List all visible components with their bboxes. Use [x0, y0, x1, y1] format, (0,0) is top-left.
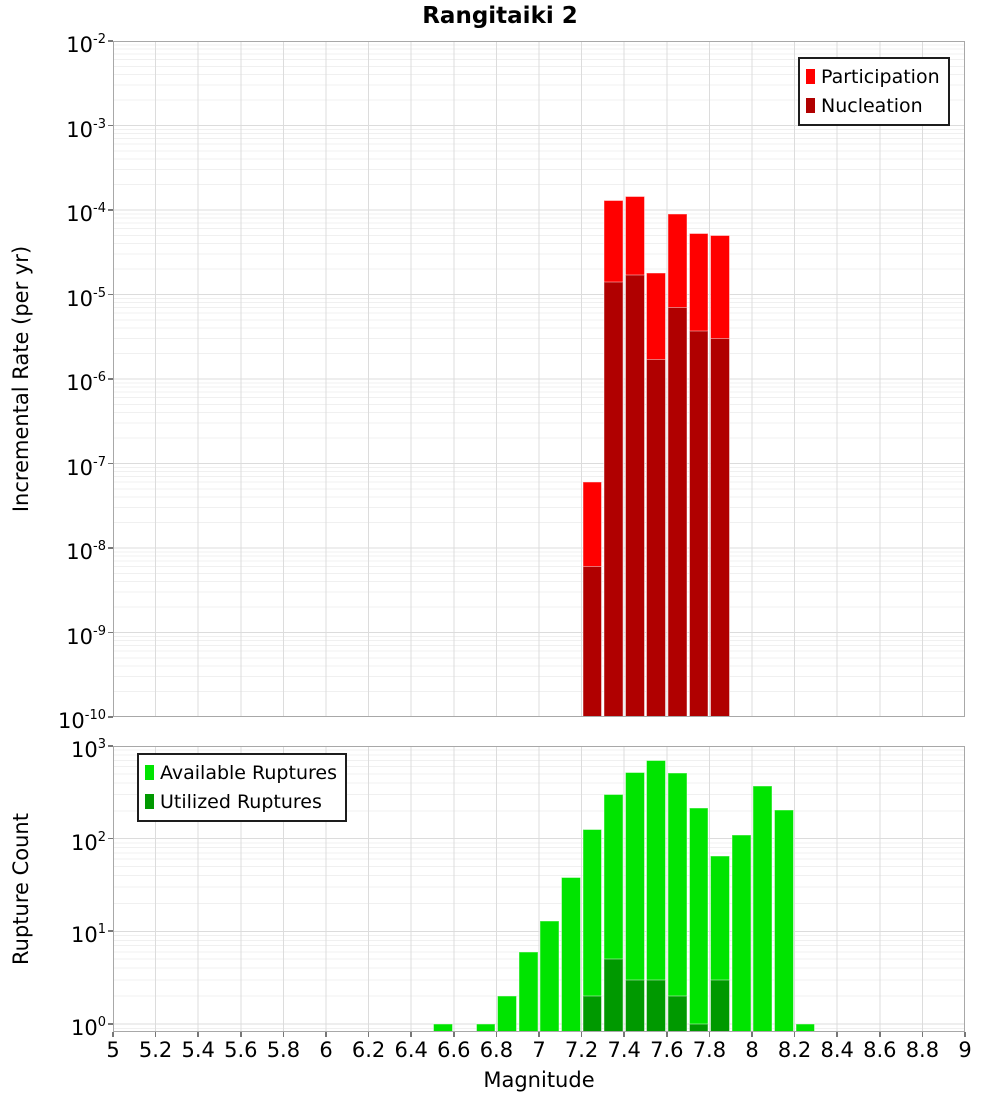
bottom-y-tick-label: $10^1$ [70, 922, 106, 948]
x-tick-label: 6.6 [437, 1038, 471, 1062]
utilized-ruptures-swatch [145, 794, 154, 809]
available-ruptures-bar [540, 921, 559, 1032]
x-tick-mark [283, 1032, 285, 1037]
utilized-ruptures-bar [711, 980, 730, 1032]
top-y-tick-label: $10^{-2}$ [66, 32, 106, 57]
top-y-tick-label: $10^{-5}$ [66, 285, 106, 311]
top-y-tick-mark [108, 125, 113, 127]
top-y-tick-mark [108, 378, 113, 380]
nucleation-bar [604, 282, 623, 717]
available-ruptures-bar [732, 835, 751, 1032]
x-tick-label: 6.4 [394, 1038, 428, 1062]
x-tick-mark [197, 1032, 199, 1037]
top-y-tick-mark [108, 463, 113, 465]
x-tick-mark [410, 1032, 412, 1037]
nucleation-bar [689, 331, 708, 717]
bottom-y-tick-mark [108, 1023, 113, 1025]
x-tick-mark [879, 1032, 881, 1037]
bottom-y-tick-mark [108, 930, 113, 932]
top-y-tick-mark [108, 294, 113, 296]
x-tick-label: 5.6 [224, 1038, 258, 1062]
x-tick-mark [666, 1032, 668, 1037]
top-legend [798, 57, 950, 126]
nucleation-bar [625, 275, 644, 717]
x-tick-label: 8.2 [777, 1038, 812, 1062]
top-y-tick-mark [108, 632, 113, 634]
x-tick-label: 7 [532, 1038, 546, 1062]
x-tick-mark [922, 1032, 924, 1037]
x-tick-mark [836, 1032, 838, 1037]
top-y-tick-label: $10^{-4}$ [66, 201, 106, 226]
x-tick-label: 6.2 [351, 1038, 386, 1062]
x-tick-label: 8.6 [863, 1038, 897, 1062]
bottom-y-tick-mark [108, 745, 113, 747]
x-tick-mark [709, 1032, 711, 1037]
top-chart-plot-area [113, 41, 965, 717]
utilized-ruptures-legend-label: Utilized Ruptures [160, 790, 322, 813]
x-tick-label: 7.8 [692, 1038, 727, 1062]
legend-item-nucleation [806, 91, 940, 120]
nucleation-legend-label: Nucleation [821, 94, 923, 117]
x-tick-mark [581, 1032, 583, 1037]
x-tick-label: 6.8 [479, 1038, 514, 1062]
x-tick-label: 7.2 [564, 1038, 599, 1062]
top-y-tick-label: $10^{-10}$ [58, 708, 106, 733]
x-tick-mark [112, 1032, 114, 1037]
nucleation-bar [583, 567, 602, 717]
bottom-y-tick-label: $10^2$ [70, 829, 106, 855]
legend-item-available-ruptures [145, 758, 337, 787]
x-tick-label: 5 [106, 1038, 120, 1062]
x-tick-mark [155, 1032, 157, 1037]
x-tick-mark [240, 1032, 242, 1037]
utilized-ruptures-bar [647, 980, 666, 1032]
x-tick-mark [623, 1032, 625, 1037]
top-y-tick-mark [108, 40, 113, 42]
available-ruptures-bar [476, 1024, 495, 1032]
x-tick-mark [751, 1032, 753, 1037]
nucleation-bar [647, 360, 666, 717]
bottom-y-tick-label: $10^0$ [70, 1015, 106, 1040]
x-tick-mark [453, 1032, 455, 1037]
top-y-tick-mark [108, 209, 113, 211]
x-tick-label: 8.8 [905, 1038, 940, 1062]
x-tick-label: 5.4 [181, 1038, 215, 1062]
top-y-tick-label: $10^{-9}$ [66, 623, 106, 649]
top-y-tick-mark [108, 716, 113, 718]
x-tick-mark [794, 1032, 796, 1037]
bottom-legend [137, 753, 347, 822]
legend-item-participation [806, 62, 940, 91]
top-y-tick-label: $10^{-3}$ [66, 116, 106, 142]
x-tick-label: 6 [319, 1038, 333, 1062]
x-tick-mark [496, 1032, 498, 1037]
top-y-tick-label: $10^{-8}$ [66, 539, 106, 564]
available-ruptures-legend-label: Available Ruptures [160, 761, 337, 784]
utilized-ruptures-bar [583, 996, 602, 1032]
available-ruptures-bar [498, 996, 517, 1032]
top-y-tick-mark [108, 547, 113, 549]
available-ruptures-bar [689, 808, 708, 1032]
top-y-tick-label: $10^{-7}$ [66, 454, 106, 480]
utilized-ruptures-bar [625, 980, 644, 1032]
bottom-y-tick-label: $10^3$ [70, 737, 106, 762]
available-ruptures-swatch [145, 765, 154, 780]
utilized-ruptures-bar [689, 1024, 708, 1032]
x-tick-label: 7.4 [607, 1038, 641, 1062]
x-tick-mark [368, 1032, 370, 1037]
nucleation-bar [711, 339, 730, 717]
page-title: Rangitaiki 2 [422, 3, 578, 29]
nucleation-swatch [806, 98, 815, 113]
x-axis-title: Magnitude [483, 1068, 595, 1092]
available-ruptures-bar [796, 1024, 815, 1032]
utilized-ruptures-bar [604, 959, 623, 1032]
x-tick-label: 8.4 [820, 1038, 854, 1062]
available-ruptures-bar [519, 952, 538, 1032]
available-ruptures-bar [562, 878, 581, 1032]
x-tick-label: 8 [745, 1038, 759, 1062]
available-ruptures-bar [775, 810, 794, 1032]
top-gridlines [113, 41, 965, 717]
available-ruptures-bar [668, 773, 687, 1032]
x-tick-label: 5.8 [266, 1038, 301, 1062]
nucleation-bar [668, 308, 687, 717]
top-y-tick-label: $10^{-6}$ [66, 370, 106, 395]
bottom-y-tick-mark [108, 838, 113, 840]
x-tick-label: 5.2 [138, 1038, 173, 1062]
top-y-axis-title: Incremental Rate (per yr) [9, 245, 33, 513]
x-tick-label: 7.6 [650, 1038, 684, 1062]
x-tick-mark [325, 1032, 327, 1037]
participation-legend-label: Participation [821, 65, 940, 88]
available-ruptures-bar [753, 786, 772, 1032]
participation-swatch [806, 69, 815, 84]
legend-item-utilized-ruptures [145, 787, 337, 816]
x-tick-mark [964, 1032, 966, 1037]
utilized-ruptures-bar [668, 996, 687, 1032]
x-tick-label: 9 [958, 1038, 972, 1062]
bottom-y-axis-title: Rupture Count [9, 813, 33, 965]
available-ruptures-bar [434, 1024, 453, 1032]
x-tick-mark [538, 1032, 540, 1037]
